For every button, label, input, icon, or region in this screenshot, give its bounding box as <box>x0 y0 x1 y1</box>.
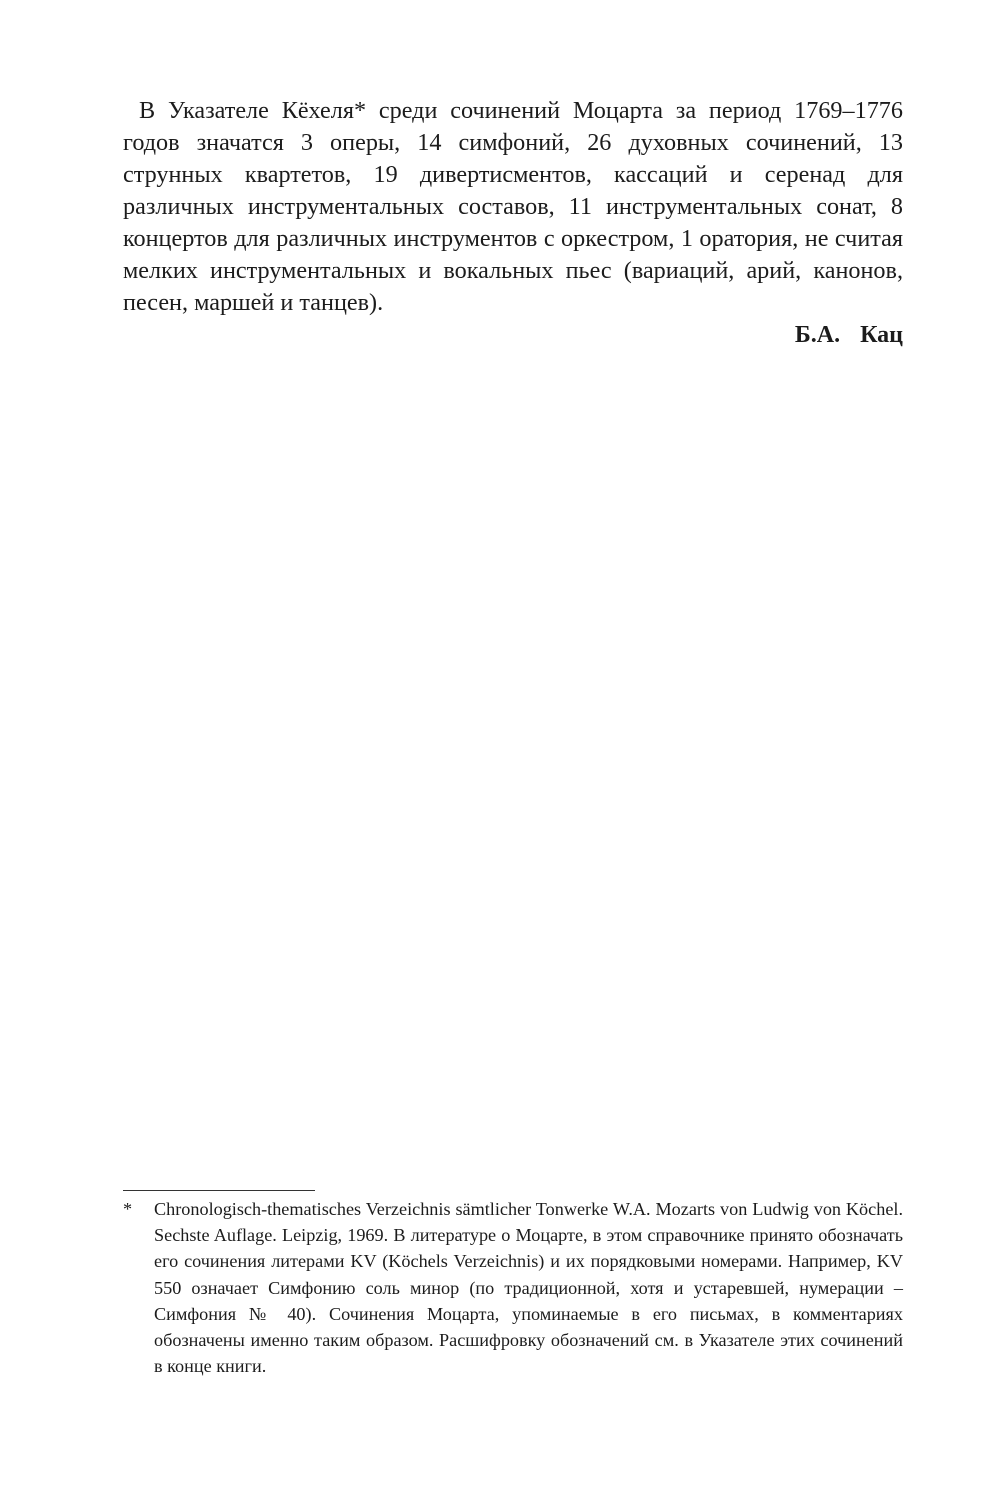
footnote-text: Chronologisch-thematisches Verzeichnis sämtlicher Tonwerke W.A. Mozarts von Ludwig von Köchel. Sechste Auflage. Leipzig, 1969. В литературе о Моцарте, в этом справочнике принято обозначать его сочинения литерами KV (Köchels Verzeichnis) и их порядковыми номерами. Например, KV 550 означает Симфонию соль минор (по традиционной, хотя и устаревшей, нумерации – Симфония № 40). Сочинения Моцарта, упоминаемые в его письмах, в комментариях обозначены именно таким образом. Расшифровку обозначений см. в Указателе этих сочинений в конце книги. <box>154 1199 903 1377</box>
footnote <box>123 1196 903 1379</box>
footnote-marker: * <box>123 1199 133 1219</box>
author-signature: Б.А. Кац <box>794 322 903 348</box>
main-paragraph: В Указателе Кёхеля* среди сочинений Моцарта за период 1769–1776 годов значатся 3 оперы, 14 симфоний, 26 духовных сочинений, 13 струнных квартетов, 19 дивертисментов, кассаций и серенад для различных инструментальных составов, 11 инструментальных сонат, 8 концертов для различных инструментов с оркестром, 1 оратория, не считая мелких инструментальных и вокальных пьес (вариаций, арий, канонов, песен, маршей и танцев). <box>123 97 903 316</box>
footnote-divider <box>123 1190 315 1191</box>
